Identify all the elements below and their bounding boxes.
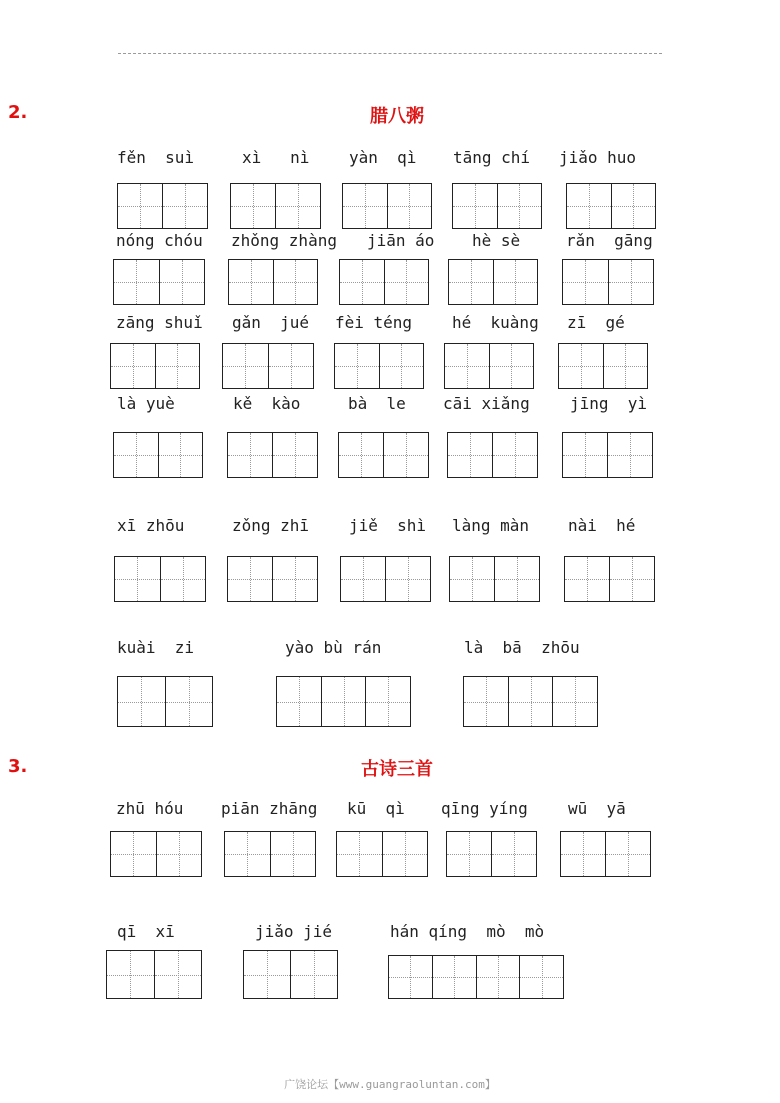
tianzige-writing-grid[interactable] [336, 831, 428, 877]
pinyin-label: yàn qì [349, 148, 417, 167]
character-cell[interactable] [273, 260, 318, 304]
character-cell[interactable] [552, 677, 597, 726]
character-cell[interactable] [337, 832, 382, 876]
character-cell[interactable] [563, 260, 608, 304]
tianzige-writing-grid[interactable] [338, 432, 429, 478]
character-cell[interactable] [493, 260, 538, 304]
character-cell[interactable] [565, 557, 609, 601]
character-cell[interactable] [339, 433, 383, 477]
tianzige-writing-grid[interactable] [463, 676, 598, 727]
pinyin-label: jiǎo huo [559, 148, 637, 167]
character-cell[interactable] [111, 832, 156, 876]
character-cell[interactable] [156, 832, 202, 876]
character-cell[interactable] [118, 184, 162, 228]
tianzige-writing-grid[interactable] [560, 831, 651, 877]
character-cell[interactable] [114, 260, 159, 304]
character-cell[interactable] [384, 260, 429, 304]
character-cell[interactable] [244, 951, 290, 998]
character-cell[interactable] [508, 677, 553, 726]
pinyin-label: jiě shì [349, 516, 427, 535]
section-title: 腊八粥 [370, 106, 424, 127]
tianzige-writing-grid[interactable] [110, 343, 200, 389]
character-cell[interactable] [111, 344, 155, 388]
character-cell[interactable] [229, 260, 273, 304]
character-cell[interactable] [448, 433, 492, 477]
character-cell[interactable] [223, 344, 268, 388]
section-title: 古诗三首 [361, 759, 433, 780]
pinyin-label: zī gé [567, 313, 625, 332]
character-cell[interactable] [231, 184, 275, 228]
character-cell[interactable] [389, 956, 432, 998]
tianzige-writing-grid[interactable] [562, 259, 654, 305]
tianzige-writing-grid[interactable] [444, 343, 534, 389]
tianzige-writing-grid[interactable] [117, 676, 213, 727]
tianzige-writing-grid[interactable] [110, 831, 202, 877]
character-cell[interactable] [340, 260, 384, 304]
character-cell[interactable] [491, 832, 536, 876]
pinyin-label: fěn suì [117, 148, 195, 167]
character-cell[interactable] [497, 184, 542, 228]
character-cell[interactable] [445, 344, 489, 388]
pinyin-label: kě kào [233, 394, 301, 413]
character-cell[interactable] [107, 951, 154, 998]
character-cell[interactable] [228, 557, 272, 601]
character-cell[interactable] [447, 832, 491, 876]
pinyin-label: fèi téng [335, 313, 413, 332]
pinyin-label: bà le [348, 394, 406, 413]
pinyin-label: hè sè [472, 231, 521, 250]
pinyin-label: zǒng zhī [232, 516, 310, 535]
character-cell[interactable] [268, 344, 314, 388]
tianzige-writing-grid[interactable] [228, 259, 318, 305]
header-rule [118, 53, 662, 54]
character-cell[interactable] [277, 677, 321, 726]
tianzige-writing-grid[interactable] [113, 432, 203, 478]
tianzige-writing-grid[interactable] [106, 950, 202, 999]
pinyin-label: zhǒng zhàng [231, 231, 337, 250]
character-cell[interactable] [228, 433, 272, 477]
character-cell[interactable] [335, 344, 379, 388]
character-cell[interactable] [115, 557, 160, 601]
character-cell[interactable] [321, 677, 366, 726]
pinyin-label: qīng yíng [441, 799, 528, 818]
character-cell[interactable] [609, 557, 654, 601]
tianzige-writing-grid[interactable] [114, 556, 206, 602]
character-cell[interactable] [453, 184, 497, 228]
tianzige-writing-grid[interactable] [446, 831, 537, 877]
tianzige-writing-grid[interactable] [227, 432, 318, 478]
pinyin-label: làng màn [452, 516, 530, 535]
character-cell[interactable] [275, 184, 320, 228]
character-cell[interactable] [118, 677, 165, 726]
tianzige-writing-grid[interactable] [448, 259, 538, 305]
character-cell[interactable] [607, 433, 652, 477]
character-cell[interactable] [114, 433, 158, 477]
character-cell[interactable] [165, 677, 213, 726]
character-cell[interactable] [561, 832, 605, 876]
character-cell[interactable] [225, 832, 270, 876]
character-cell[interactable] [272, 433, 317, 477]
tianzige-writing-grid[interactable] [388, 955, 564, 999]
tianzige-writing-grid[interactable] [230, 183, 321, 229]
character-cell[interactable] [379, 344, 424, 388]
pinyin-label: hán qíng mò mò [390, 922, 545, 941]
tianzige-writing-grid[interactable] [342, 183, 432, 229]
character-cell[interactable] [603, 344, 648, 388]
character-cell[interactable] [383, 433, 428, 477]
tianzige-writing-grid[interactable] [334, 343, 424, 389]
character-cell[interactable] [154, 951, 202, 998]
pinyin-label: kū qì [347, 799, 405, 818]
character-cell[interactable] [387, 184, 432, 228]
character-cell[interactable] [158, 433, 203, 477]
character-cell[interactable] [432, 956, 476, 998]
pinyin-label: jiǎo jié [255, 922, 333, 941]
pinyin-label: hé kuàng [452, 313, 539, 332]
character-cell[interactable] [611, 184, 656, 228]
tianzige-writing-grid[interactable] [243, 950, 338, 999]
character-cell[interactable] [559, 344, 603, 388]
character-cell[interactable] [605, 832, 650, 876]
tianzige-writing-grid[interactable] [222, 343, 314, 389]
character-cell[interactable] [290, 951, 337, 998]
pinyin-label: gǎn jué [232, 313, 310, 332]
tianzige-writing-grid[interactable] [117, 183, 208, 229]
tianzige-writing-grid[interactable] [566, 183, 656, 229]
character-cell[interactable] [382, 832, 428, 876]
pinyin-label: xī zhōu [117, 516, 185, 535]
tianzige-writing-grid[interactable] [449, 556, 540, 602]
character-cell[interactable] [385, 557, 430, 601]
pinyin-label: rǎn gāng [566, 231, 653, 250]
tianzige-writing-grid[interactable] [227, 556, 318, 602]
pinyin-label: yào bù rán [285, 638, 382, 657]
character-cell[interactable] [492, 433, 537, 477]
pinyin-label: jīng yì [570, 394, 648, 413]
character-cell[interactable] [270, 832, 316, 876]
pinyin-label: piān zhāng [221, 799, 318, 818]
tianzige-writing-grid[interactable] [276, 676, 411, 727]
pinyin-label: cāi xiǎng [443, 394, 530, 413]
character-cell[interactable] [365, 677, 410, 726]
pinyin-label: tāng chí [453, 148, 531, 167]
pinyin-label: qī xī [117, 922, 175, 941]
pinyin-label: nài hé [568, 516, 636, 535]
character-cell[interactable] [343, 184, 387, 228]
tianzige-writing-grid[interactable] [558, 343, 648, 389]
pinyin-label: wū yā [568, 799, 626, 818]
pinyin-label: jiān áo [367, 231, 435, 250]
pinyin-label: kuài zi [117, 638, 195, 657]
character-cell[interactable] [489, 344, 534, 388]
tianzige-writing-grid[interactable] [562, 432, 653, 478]
character-cell[interactable] [341, 557, 385, 601]
character-cell[interactable] [450, 557, 494, 601]
tianzige-writing-grid[interactable] [447, 432, 538, 478]
character-cell[interactable] [162, 184, 207, 228]
section-number: 3. [8, 756, 28, 777]
character-cell[interactable] [608, 260, 654, 304]
tianzige-writing-grid[interactable] [339, 259, 429, 305]
pinyin-label: là bā zhōu [464, 638, 580, 657]
character-cell[interactable] [155, 344, 200, 388]
character-cell[interactable] [272, 557, 317, 601]
character-cell[interactable] [563, 433, 607, 477]
character-cell[interactable] [476, 956, 520, 998]
character-cell[interactable] [449, 260, 493, 304]
pinyin-label: zāng shuǐ [116, 313, 203, 332]
tianzige-writing-grid[interactable] [452, 183, 542, 229]
tianzige-writing-grid[interactable] [113, 259, 205, 305]
footer-watermark: 广饶论坛【www.guangraoluntan.com】 [284, 1078, 496, 1091]
section-number: 2. [8, 102, 28, 123]
tianzige-writing-grid[interactable] [340, 556, 431, 602]
pinyin-label: zhū hóu [116, 799, 184, 818]
tianzige-writing-grid[interactable] [564, 556, 655, 602]
pinyin-label: xì nì [242, 148, 310, 167]
character-cell[interactable] [464, 677, 508, 726]
tianzige-writing-grid[interactable] [224, 831, 316, 877]
character-cell[interactable] [159, 260, 205, 304]
character-cell[interactable] [494, 557, 539, 601]
character-cell[interactable] [519, 956, 563, 998]
character-cell[interactable] [567, 184, 611, 228]
pinyin-label: là yuè [117, 394, 175, 413]
pinyin-label: nóng chóu [116, 231, 203, 250]
character-cell[interactable] [160, 557, 206, 601]
